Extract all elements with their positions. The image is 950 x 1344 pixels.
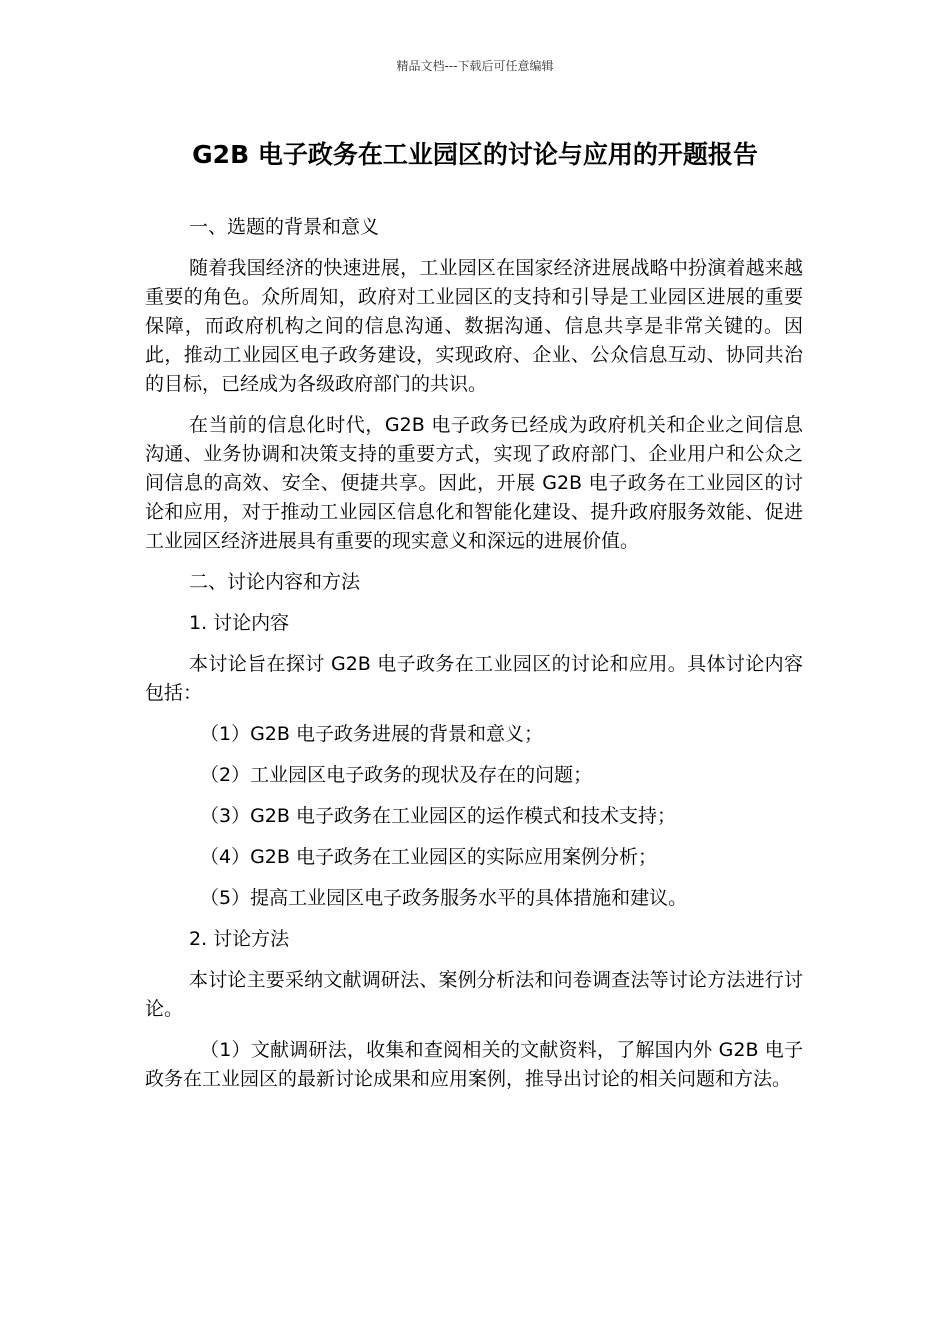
document-title: G2B 电子政务在工业园区的讨论与应用的开题报告 — [192, 140, 758, 169]
subsection-method-intro: 本讨论主要采纳文献调研法、案例分析法和问卷调查法等讨论方法进行讨论。 — [145, 969, 803, 1020]
content-list-item: （5）提高工业园区电子政务服务水平的具体措施和建议。 — [200, 887, 688, 909]
page-header-note: 精品文档---下载后可任意编辑 — [396, 59, 554, 73]
content-list-item: （3）G2B 电子政务在工业园区的运作模式和技术支持； — [200, 805, 676, 827]
subsection-method-heading: 2. 讨论方法 — [189, 928, 290, 950]
section-1-heading: 一、选题的背景和意义 — [189, 216, 380, 238]
content-list-item: （4）G2B 电子政务在工业园区的实际应用案例分析； — [200, 846, 657, 868]
subsection-content-heading: 1. 讨论内容 — [189, 612, 290, 634]
section-2-heading: 二、讨论内容和方法 — [189, 571, 361, 593]
subsection-content-intro: 本讨论旨在探讨 G2B 电子政务在工业园区的讨论和应用。具体讨论内容包括： — [145, 653, 803, 704]
content-list-item: （2）工业园区电子政务的现状及存在的问题； — [200, 764, 593, 786]
content-list-item: （1）G2B 电子政务进展的背景和意义； — [200, 723, 543, 745]
section-1-paragraph-1: 随着我国经济的快速进展，工业园区在国家经济进展战略中扮演着越来越重要的角色。众所周知，政府对工业园区的支持和引导是工业园区进展的重要保障，而政府机构之间的信息沟通、数据沟通、信息共享是非常关键的。因此，推动工业园区电子政务建设，实现政府、企业、公众信息互动、协同共治的目标，已经成为各级政府部门的共识。 — [145, 257, 803, 395]
section-1-paragraph-2: 在当前的信息化时代，G2B 电子政务已经成为政府机关和企业之间信息沟通、业务协调和决策支持的重要方式，实现了政府部门、企业用户和公众之间信息的高效、安全、便捷共享。因此，开展 G2B 电子政务在工业园区的讨论和应用，对于推动工业园区信息化和智能化建设、提升政府服务效能、促进工业园区经济进展具有重要的现实意义和深远的进展价值。 — [145, 414, 803, 552]
document-body — [145, 213, 803, 1106]
method-paragraph-literature: （1）文献调研法，收集和查阅相关的文献资料，了解国内外 G2B 电子政务在工业园区的最新讨论成果和应用案例，推导出讨论的相关问题和方法。 — [145, 1039, 803, 1090]
